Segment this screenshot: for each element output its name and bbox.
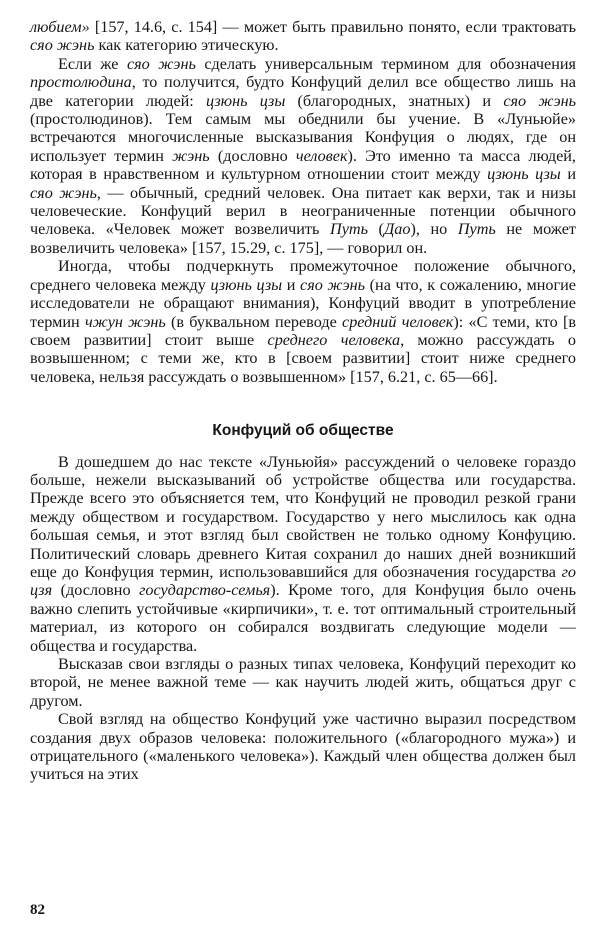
italic-term: простолюдина — [30, 73, 132, 92]
section-heading: Конфуций об обществе — [212, 422, 394, 440]
italic-term: сяо жэнь — [503, 91, 576, 110]
text-run: [157, 14.6, с. 154] — может быть правильно понято, если трактовать — [89, 18, 576, 36]
text-run: (на что, к сожалению, многие исследователи не обращают внимания), Конфуций вводит в употребление термин — [30, 275, 576, 331]
italic-term: Путь — [457, 220, 496, 239]
italic-term: цзюнь цзы — [210, 275, 283, 294]
text-run: ). Кроме того, для Конфуция было очень важно слепить устойчивые «кирпичики», т. е. тот оптимальный строительный материал, из которого он собирался воздвигать следующие модели — общества и государства. — [30, 581, 576, 655]
text-run: В дошедшем до нас тексте «Луньюйя» рассуждений о человеке гораздо больше, нежели высказываний об устройстве общества или государства. Прежде всего это объясняется тем, что Конфуций не проводил резкой грани между обществом и государством. Государство у него мыслилось как одна большая семья, и этот взгляд был свойствен не только одному Конфуцию. Политический словарь древнего Китая сохранил до наших дней возникший еще до Конфуция термин, использовавшийся для обозначения государства — [30, 452, 576, 581]
italic-term: цзюнь цзы — [487, 165, 561, 184]
italic-term: сяо жэнь — [30, 183, 97, 202]
text-run: , — обычный, средний человек. Она питает как верхи, так и низы человеческие. Конфуций верил в неограниченные потенции обычного человека. «Человек может возвеличить — [30, 183, 576, 239]
text-run: и — [282, 275, 301, 294]
italic-term: средний человек — [342, 312, 454, 331]
text-run: сделать универсальным термином для обозначения — [195, 54, 576, 73]
italic-term: Путь — [330, 220, 368, 239]
text-run: , то получится, будто Конфуций делил все общество лишь на две категории людей: — [30, 73, 576, 110]
text-run: и — [560, 165, 576, 184]
italic-term: человек — [295, 146, 348, 165]
text-run: ): «С теми, кто [в своем развитии] стоит выше — [30, 312, 576, 349]
text-run: ). Это именно та масса людей, которая в нравственном и культурном отношении стоит между — [30, 146, 576, 184]
text-run: Высказав свои взгляды о разных типах человека, Конфуций переходит ко второй, не менее важной теме — как научить людей жить, общаться друг с другом. — [30, 655, 576, 710]
paragraph-living-together — [30, 655, 576, 710]
text-run: Иногда, чтобы подчеркнуть промежуточное положение обычного, среднего человека между — [30, 257, 576, 294]
italic-term: сяо жэнь — [126, 54, 196, 73]
text-run: ), но — [410, 220, 458, 239]
paragraph-two-images — [30, 710, 576, 784]
italic-term: сяо жэнь — [30, 36, 95, 55]
text-run: ( — [367, 220, 384, 239]
italic-term: чжун жэнь — [84, 312, 166, 331]
text-run: как категорию этическую. — [94, 36, 279, 55]
paragraph-universal-term — [30, 55, 576, 257]
text-run: Если же — [58, 54, 127, 73]
italic-term: любием» — [30, 18, 90, 36]
page-number: 82 — [30, 902, 45, 918]
italic-term: сяо жэнь — [300, 275, 366, 294]
text-run: Свой взгляд на общество Конфуций уже частично выразил посредством создания двух образов человека: положительного («благородного мужа») и отрицательного («маленького человека»). Каждый член общества должен был учиться на этих — [30, 710, 576, 784]
text-run: (простолюдинов). Тем самым мы обеднили бы учение. В «Луньюйе» встречаются многочисленные высказывания Конфуция о людях, где он использует термин — [30, 110, 576, 165]
text-run: , можно рассуждать о возвышенном; с теми же, кто в [своем развитии] стоит ниже среднего человека, нельзя рассуждать о возвышенном» [157, 6.21, с. 65—66]. — [30, 330, 576, 386]
paragraph-continued — [30, 18, 576, 55]
paragraph-society-intro — [30, 453, 576, 655]
text-run: (в буквальном переводе — [165, 312, 343, 331]
text-run: (дословно — [209, 146, 296, 165]
italic-term: среднего человека — [267, 330, 401, 349]
paragraph-middle-person — [30, 257, 576, 386]
italic-term: го цзя — [30, 562, 576, 600]
italic-term: цзюнь цзы — [206, 91, 286, 110]
text-run: (благородных, знатных) и — [285, 91, 504, 110]
text-run: (дословно — [52, 581, 140, 600]
italic-term: жэнь — [172, 146, 210, 165]
italic-term: государство-семья — [139, 581, 271, 600]
text-run: не может возвеличить человека» [157, 15.29, с. 175], — говорил он. — [30, 220, 577, 257]
italic-term: Дао — [383, 220, 411, 239]
page-text-body — [30, 18, 576, 918]
